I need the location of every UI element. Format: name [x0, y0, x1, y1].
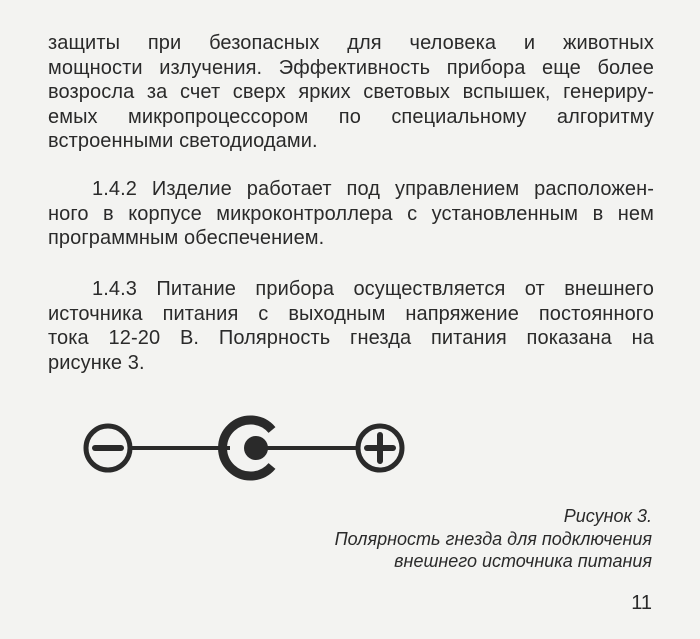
paragraph-continuation	[48, 31, 654, 154]
text-line: программным обеспечением.	[48, 227, 325, 249]
polarity-diagram	[80, 410, 420, 490]
text-line: мощности излучения. Эффективность прибора еще более	[48, 56, 654, 79]
caption-title-line-1: Полярность гнезда для подключения	[334, 528, 652, 549]
text-line: 1.4.3 Питание прибора осуществляется от внешнего	[92, 278, 654, 300]
text-line: 1.4.2 Изделие работает под управлением расположен-	[92, 178, 654, 200]
text-line: емых микропроцессором по специальному алгоритму	[48, 105, 654, 128]
text-line: рисунке 3.	[48, 351, 145, 374]
caption-figure-number: Рисунок 3.	[563, 506, 652, 526]
caption-title-line-2: внешнего источника питания	[394, 551, 652, 571]
figure-caption	[252, 505, 652, 573]
text-line: ного в корпусе микроконтроллера с установленным в нем	[48, 202, 654, 225]
text-line: защиты при безопасных для человека и животных	[48, 32, 654, 54]
paragraph-1-4-2	[48, 177, 654, 251]
plus-circle-icon	[358, 426, 402, 470]
minus-circle-icon	[86, 426, 130, 470]
text-line: источника питания с выходным напряжение постоянного	[48, 302, 654, 325]
text-line: встроенными светодиодами.	[48, 130, 318, 152]
paragraph-1-4-3	[48, 277, 654, 375]
page-number: 11	[631, 592, 652, 614]
text-line: тока 12-20 В. Полярность гнезда питания показана на	[48, 327, 654, 349]
text-line: возросла за счет сверх ярких световых вспышек, генериру-	[48, 81, 654, 103]
